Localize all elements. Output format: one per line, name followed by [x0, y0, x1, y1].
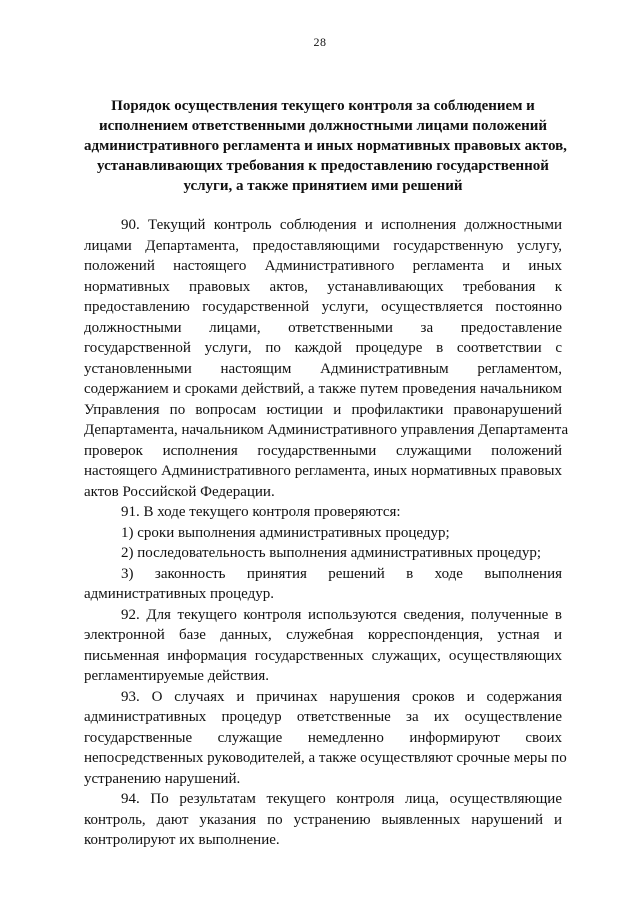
paragraph-93-line: государственные служащие немедленно информируют своих	[84, 729, 562, 746]
paragraph-90-line: 90. Текущий контроль соблюдения и исполнения должностными	[121, 217, 562, 233]
page-number: 28	[313, 35, 327, 49]
list-item-3-cont: административных процедур.	[84, 586, 274, 602]
paragraph-93-line: устранению нарушений.	[84, 770, 241, 787]
heading-line: административного регламента и иных нормативных правовых актов,	[84, 138, 567, 154]
paragraph-90-line: предоставлению государственной услуги, осуществляется постоянно	[84, 299, 562, 315]
paragraph-92-line: письменная информация государственных служащих, осуществляющих	[84, 647, 562, 664]
heading-line: исполнением ответственными должностными лицами положений	[98, 118, 548, 134]
paragraph-90-line: положений настоящего Административного регламента и иных	[84, 258, 562, 274]
heading-line: устанавливающих требования к предоставлению государственной	[97, 158, 549, 174]
document-body	[84, 215, 569, 851]
paragraph-93-line: непосредственных руководителей, а также осуществляют срочные меры по	[84, 750, 567, 766]
paragraph-90-line: нормативных правовых актов, устанавливающих требования к	[84, 278, 562, 295]
list-item-3: 3) законность принятия решений в ходе выполнения	[121, 565, 562, 582]
heading-line: Порядок осуществления текущего контроля за соблюдением и	[111, 98, 535, 114]
paragraph-90-line: содержанием и сроками действий, а также путем проведения начальником	[84, 381, 562, 397]
paragraph-92-line: электронной базе данных, служебная корреспонденция, устная и	[84, 627, 562, 643]
paragraph-90-line: настоящего Административного регламента, иных нормативных правовых	[84, 463, 562, 479]
heading-line: услуги, а также принятием ими решений	[183, 178, 463, 194]
paragraph-90-line: установленными настоящим Административным регламентом,	[84, 360, 562, 377]
paragraph-92-line: 92. Для текущего контроля используются сведения, полученные в	[121, 606, 562, 623]
paragraph-90-line: должностными лицами, ответственными за предоставление	[84, 319, 562, 336]
paragraph-94-line: контроль, дают указания по устранению выявленных нарушений и	[84, 811, 562, 828]
paragraph-90-line: Департамента, начальником Административного управления Департамента	[84, 422, 569, 438]
list-item-1: 1) сроки выполнения административных процедур;	[121, 524, 450, 541]
paragraph-91-line: 91. В ходе текущего контроля проверяются:	[121, 504, 401, 520]
paragraph-90-line: актов Российской Федерации.	[84, 483, 275, 500]
paragraph-94-line: 94. По результатам текущего контроля лица, осуществляющие	[121, 791, 562, 807]
paragraph-90-line: государственной услуги, по каждой процедуре в соответствии с	[84, 340, 562, 356]
paragraph-94-line: контролируют их выполнение.	[84, 832, 280, 848]
paragraph-90-line: Управления по вопросам юстиции и профилактики правонарушений	[84, 401, 562, 418]
section-heading	[84, 96, 567, 196]
paragraph-93-line: административных процедур ответственные за их осуществление	[84, 709, 562, 725]
paragraph-90-line: проверок исполнения государственными служащими положений	[84, 442, 562, 459]
paragraph-92-line: регламентируемые действия.	[84, 668, 269, 684]
paragraph-93-line: 93. О случаях и причинах нарушения сроков и содержания	[121, 688, 562, 705]
paragraph-90-line: лицами Департамента, предоставляющими государственную услугу,	[84, 237, 562, 254]
list-item-2: 2) последовательность выполнения административных процедур;	[121, 545, 542, 561]
